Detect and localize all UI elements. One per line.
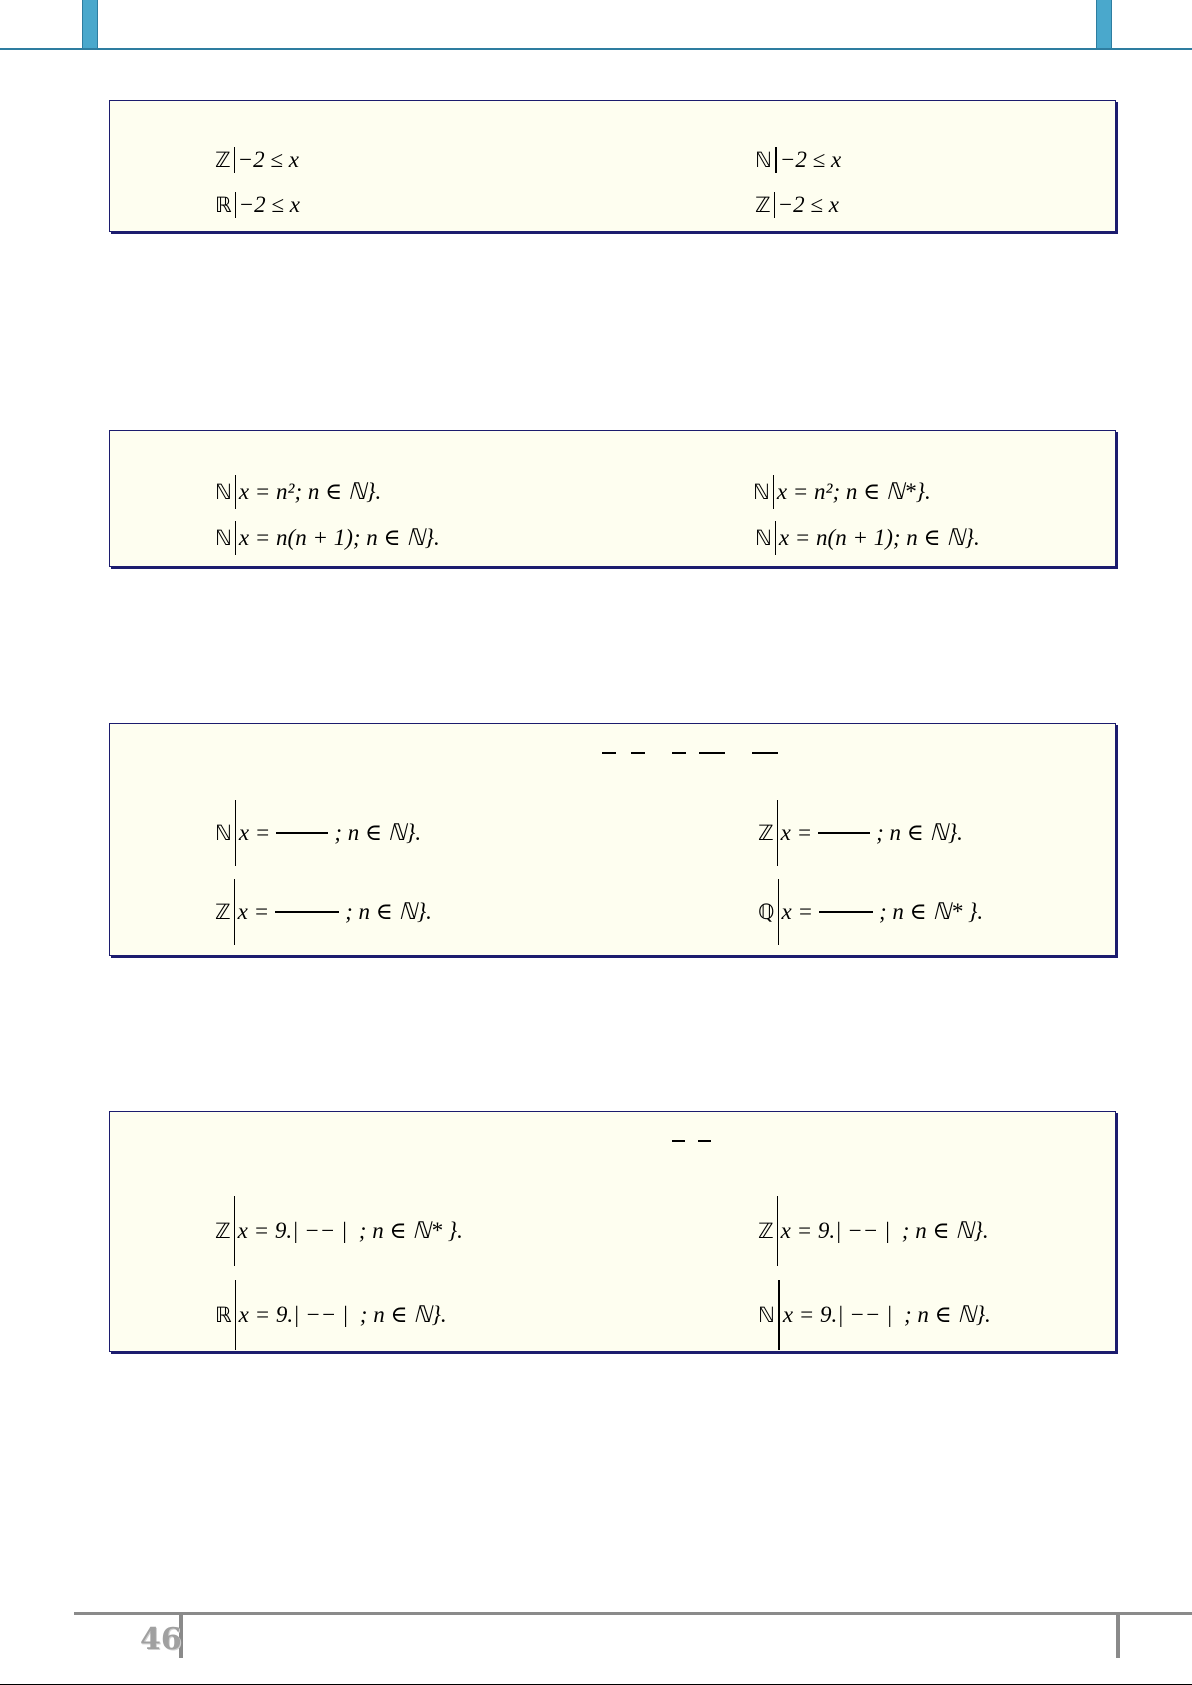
option-b (758, 800, 963, 866)
option-a (215, 800, 421, 866)
option-rhs: ; n ∈ ℕ}. (876, 820, 963, 845)
option-text: −2 ≤ x (238, 192, 300, 217)
option-text: x = n²; n ∈ ℕ}. (238, 479, 382, 504)
set-symbol: ℝ (215, 1303, 232, 1327)
page-number: 46 (140, 1622, 182, 1657)
option-text: x = 9.| −− | ; n ∈ ℕ}. (782, 1302, 991, 1327)
set-symbol: ℤ (755, 193, 771, 217)
set-symbol: ℤ (215, 1219, 231, 1243)
fraction-dashes (110, 752, 1115, 756)
set-symbol: ℕ (753, 480, 770, 504)
option-a (215, 147, 299, 173)
option-c (215, 192, 300, 218)
option-text: x = 9.| −− | ; n ∈ ℕ}. (780, 1218, 989, 1243)
set-symbol: ℕ (215, 526, 232, 550)
answer-box-2 (109, 430, 1116, 567)
option-text: x = 9.| −− | ; n ∈ ℕ}. (238, 1302, 447, 1327)
option-text: −2 ≤ x (237, 147, 299, 172)
option-d (758, 1280, 991, 1350)
option-b (755, 147, 841, 173)
set-symbol: ℚ (758, 900, 775, 924)
answer-box-1 (109, 100, 1116, 232)
option-rhs: ; n ∈ ℕ}. (345, 899, 432, 924)
option-text: x = 9.| −− | ; n ∈ ℕ* }. (237, 1218, 463, 1243)
option-b (753, 475, 931, 509)
option-d (755, 521, 980, 555)
option-rhs: ; n ∈ ℕ}. (334, 820, 422, 845)
option-lhs: x = (780, 820, 813, 845)
set-symbol: ℕ (758, 1303, 775, 1327)
answer-box-3 (109, 723, 1116, 956)
set-symbol: ℤ (758, 821, 774, 845)
option-d (755, 192, 839, 218)
set-symbol: ℤ (215, 148, 231, 172)
option-a (215, 475, 381, 509)
option-rhs: ; n ∈ ℕ* }. (879, 899, 984, 924)
option-text: −2 ≤ x (777, 192, 839, 217)
option-b (758, 1196, 989, 1266)
header-rule (0, 48, 1192, 50)
option-text: x = n(n + 1); n ∈ ℕ}. (778, 525, 980, 550)
set-symbol: ℤ (758, 1219, 774, 1243)
set-symbol: ℕ (755, 148, 772, 172)
option-c (215, 1280, 447, 1350)
option-text: x = n²; n ∈ ℕ*}. (776, 479, 931, 504)
option-text: x = n(n + 1); n ∈ ℕ}. (238, 525, 440, 550)
set-symbol: ℤ (215, 900, 231, 924)
set-symbol: ℕ (215, 821, 232, 845)
option-d (758, 879, 983, 945)
option-lhs: x = (781, 899, 814, 924)
option-text: −2 ≤ x (779, 147, 842, 172)
fraction-dashes (110, 1140, 1115, 1144)
set-symbol: ℕ (755, 526, 772, 550)
option-c (215, 521, 440, 555)
option-a (215, 1196, 463, 1266)
option-c (215, 879, 432, 945)
footer-rule (74, 1612, 1192, 1615)
set-symbol: ℕ (215, 480, 232, 504)
answer-box-4 (109, 1111, 1116, 1352)
option-lhs: x = (238, 820, 271, 845)
option-lhs: x = (237, 899, 270, 924)
header-tab-left (82, 0, 98, 49)
footer-divider-right (1116, 1612, 1120, 1658)
set-symbol: ℝ (215, 193, 232, 217)
header-tab-right (1096, 0, 1112, 49)
